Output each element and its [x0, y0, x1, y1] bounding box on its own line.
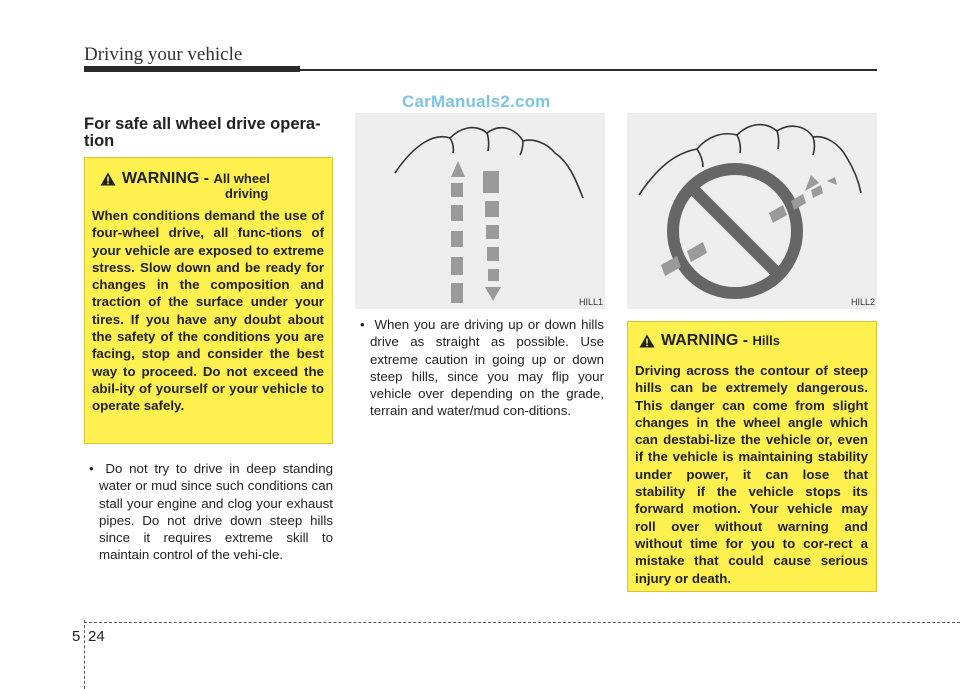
- warning-topic-continued: driving: [225, 186, 269, 201]
- hill-straight-illustration: [355, 113, 605, 309]
- bullet-text: When you are driving up or down hills drive as straight as possible. Use extreme caution in going up or down steep hills, since you may flip your vehicle over depending on the grade, terrain and water/mud con-ditions.: [370, 317, 604, 419]
- bullet-marker: •: [89, 461, 94, 476]
- section-heading: [84, 116, 334, 150]
- warning-topic: All wheel: [213, 171, 270, 186]
- section-heading-text: For safe all wheel drive opera- tion: [84, 115, 321, 150]
- warning-title: [661, 332, 780, 350]
- page-header-title: Driving your vehicle: [84, 44, 243, 65]
- bullet-text: Do not try to drive in deep standing water or mud since such conditions can stall your engine and clog your exhaust pipes. Do not drive down steep hills since it requires extreme skill to maintain control of the vehi-cle.: [99, 461, 333, 563]
- warning-triangle-icon: [639, 334, 655, 348]
- footer-rule-horizontal: [84, 622, 960, 623]
- figure-label: HILL2: [850, 297, 875, 307]
- figure-hill-straight: [355, 113, 605, 309]
- warning-box-hills: [627, 321, 877, 592]
- warning-topic: Hills: [752, 333, 781, 348]
- footer-page-number: 24: [88, 628, 105, 645]
- warning-triangle-icon: [100, 172, 116, 186]
- header-rule-thick: [84, 66, 300, 72]
- footer-chapter-number: 5: [72, 628, 81, 645]
- warning-prefix: WARNING -: [661, 332, 753, 349]
- watermark-text: CarManuals2.com: [402, 92, 551, 111]
- warning-header: [628, 322, 876, 358]
- warning-box-all-wheel-driving: [84, 157, 333, 444]
- warning-body: When conditions demand the use of four-wheel drive, all func-tions of your vehicle are exposed to extreme stress. Slow down and be ready for changes in the composition and traction of the surface under your tires. If you have any doubt about the safety of the conditions you are facing, stop and consider the best way to proceed. Do not exceed the abil-ity of yourself or your vehicle to operate safely.: [92, 208, 324, 414]
- warning-prefix: WARNING -: [122, 170, 214, 187]
- prohibited-sign-icon: [673, 169, 797, 293]
- figure-hill-across-prohibited: [627, 113, 877, 309]
- bullet-deep-water: [89, 460, 333, 564]
- header-rule-thin: [300, 69, 877, 71]
- warning-body: Driving across the contour of steep hills can be extremely dangerous. This danger can come from slight changes in the wheel angle which can destabi-lize the vehicle or, even if the vehicle is maintaining stability under power, it can lose that stability if the vehicle stops its forward motion. Your vehicle may roll over without warning and without time for you to cor-rect a mistake that could cause serious injury or death.: [635, 363, 868, 586]
- bullet-marker: •: [360, 317, 365, 332]
- bullet-hills: [360, 316, 604, 420]
- hill-across-illustration: [627, 113, 877, 309]
- figure-label: HILL1: [578, 297, 603, 307]
- footer-rule-vertical: [84, 620, 85, 689]
- warning-header: [85, 158, 332, 201]
